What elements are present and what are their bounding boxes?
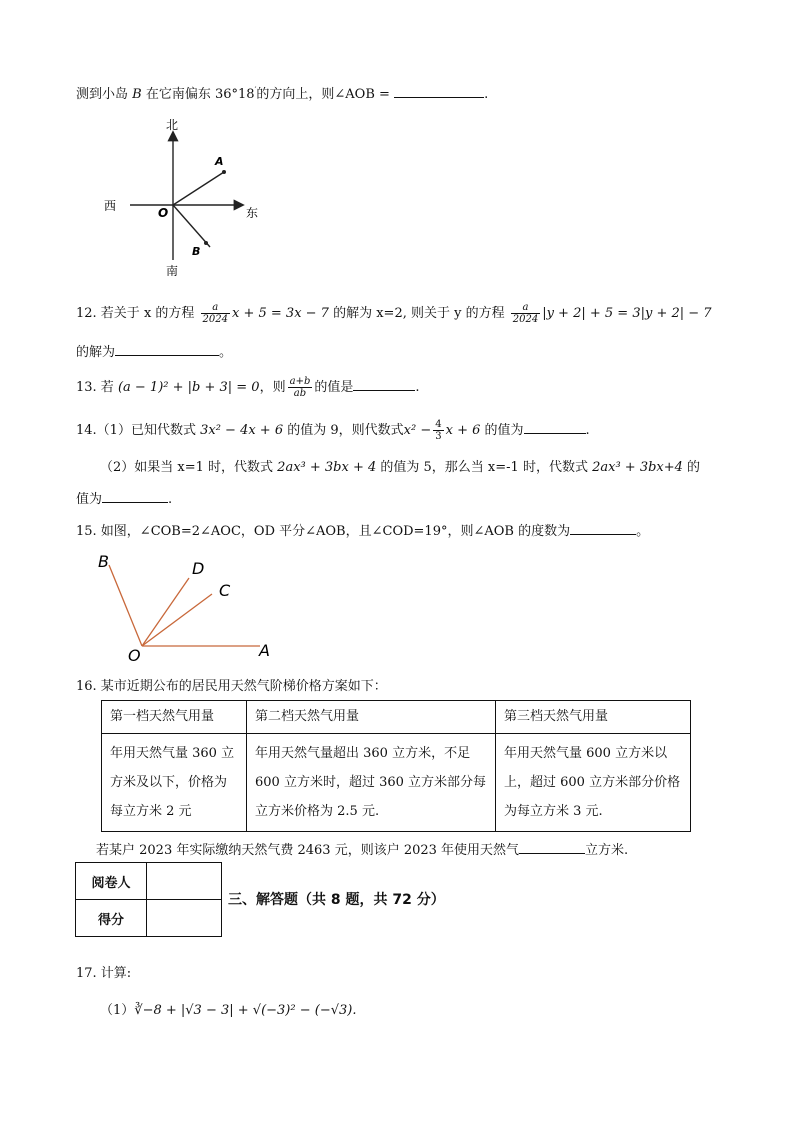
cell-tier-2: 年用天然气量超出 360 立方米，不足 600 立方米时，超过 360 立方米部分每立方米价格为 2.5 元. bbox=[247, 734, 496, 832]
q11-answer-blank[interactable] bbox=[394, 84, 484, 98]
table-header-row bbox=[102, 701, 691, 734]
gas-price-table bbox=[101, 700, 691, 832]
reviewer-label: 阅卷人 bbox=[76, 863, 147, 900]
q12-line2: 的解为 。 bbox=[76, 341, 232, 360]
q13-line: 13. 若 (a − 1)² + |b + 3| = 0，则 $\frac{a+b}{ab}$ 的值是 . bbox=[76, 376, 420, 399]
compass-figure bbox=[100, 115, 270, 280]
q14-part2-line2: 值为 . bbox=[76, 488, 172, 507]
q11-line: 测到小岛 B 在它南偏东 36°18′的方向上，则∠AOB = . bbox=[76, 85, 489, 102]
angle-figure bbox=[92, 550, 282, 665]
q17-expression: ∛−8 + |√3 − 3| + √(−3)² − (−√3). bbox=[134, 1003, 357, 1018]
q16-question: 若某户 2023 年实际缴纳天然气费 2463 元，则该户 2023 年使用天然气 立方米. bbox=[96, 839, 628, 858]
q12-answer-blank[interactable] bbox=[115, 342, 219, 356]
q12-fraction-2: $\frac{a}{2024}$ bbox=[512, 302, 539, 325]
point-a-dot bbox=[222, 170, 226, 174]
ray-ob bbox=[173, 205, 210, 247]
label-d: D bbox=[192, 559, 205, 578]
label-a: A bbox=[259, 641, 270, 660]
q14-part1: 14.（1）已知代数式 3x² − 4x + 6 的值为 9，则代数式x² − $\frac{4}{3}$ x + 6 的值为 . bbox=[76, 419, 590, 442]
q14-part2: （2）如果当 x=1 时，代数式 2ax³ + 3bx + 4 的值为 5，那么当 x=-1 时，代数式 2ax³ + 3bx+4 的 bbox=[100, 460, 701, 475]
cell-tier-3: 年用天然气量 600 立方米以上，超过 600 立方米部分价格为每立方米 3 元. bbox=[496, 734, 691, 832]
label-b: B bbox=[98, 552, 109, 571]
q14-fraction: $\frac{4}{3}$ bbox=[435, 419, 442, 442]
q16-answer-blank[interactable] bbox=[519, 840, 585, 854]
q13-answer-blank[interactable] bbox=[353, 377, 415, 391]
label-o: O bbox=[128, 646, 141, 665]
q13-fraction: $\frac{a+b}{ab}$ bbox=[289, 376, 311, 399]
q14-part2-answer-blank[interactable] bbox=[102, 489, 168, 503]
ray-oc bbox=[142, 594, 212, 646]
point-b-label: B bbox=[192, 245, 201, 258]
q12-line1: 12. 若关于 x 的方程 $\frac{a}{2024}$ x + 5 = 3x − 7 的解为 x=2, 则关于 y 的方程 $\frac{a}{2024}$ |y + 2| + 5 = 3|y + 2| − 7 bbox=[76, 302, 712, 325]
point-b-dot bbox=[204, 241, 208, 245]
cell-tier-1: 年用天然气量 360 立方米及以下，价格为每立方米 2 元 bbox=[102, 734, 247, 832]
east-label: 东 bbox=[246, 206, 259, 220]
reviewer-field[interactable] bbox=[147, 863, 222, 900]
grader-box bbox=[75, 862, 222, 937]
point-a-label: A bbox=[215, 155, 224, 168]
ray-oa bbox=[173, 172, 224, 205]
q14-part1-answer-blank[interactable] bbox=[524, 420, 586, 434]
header-tier-1: 第一档天然气用量 bbox=[102, 701, 247, 734]
west-label: 西 bbox=[104, 199, 117, 213]
q12-fraction-1: $\frac{a}{2024}$ bbox=[202, 302, 228, 325]
q16-intro: 16. 某市近期公布的居民用天然气阶梯价格方案如下： bbox=[76, 679, 387, 694]
ray-od bbox=[142, 578, 189, 646]
section-title: 三、解答题（共 8 题，共 72 分） bbox=[228, 892, 445, 908]
header-tier-3: 第三档天然气用量 bbox=[496, 701, 691, 734]
ray-ob-15 bbox=[109, 565, 142, 646]
q17-label: 17. 计算: bbox=[76, 966, 132, 981]
origin-label: O bbox=[158, 206, 169, 220]
south-label: 南 bbox=[166, 264, 179, 278]
score-field[interactable] bbox=[147, 900, 222, 937]
score-label: 得分 bbox=[76, 900, 147, 937]
q15-line: 15. 如图，∠COB=2∠AOC，OD 平分∠AOB，且∠COD=19°，则∠AOB 的度数为 。 bbox=[76, 520, 649, 539]
table-row bbox=[102, 734, 691, 832]
q17-part1: （1）∛−8 + |√3 − 3| + √(−3)² − (−√3). bbox=[100, 1003, 357, 1018]
header-tier-2: 第二档天然气用量 bbox=[247, 701, 496, 734]
q15-answer-blank[interactable] bbox=[570, 521, 636, 535]
north-label: 北 bbox=[166, 118, 179, 132]
label-c: C bbox=[219, 581, 231, 600]
